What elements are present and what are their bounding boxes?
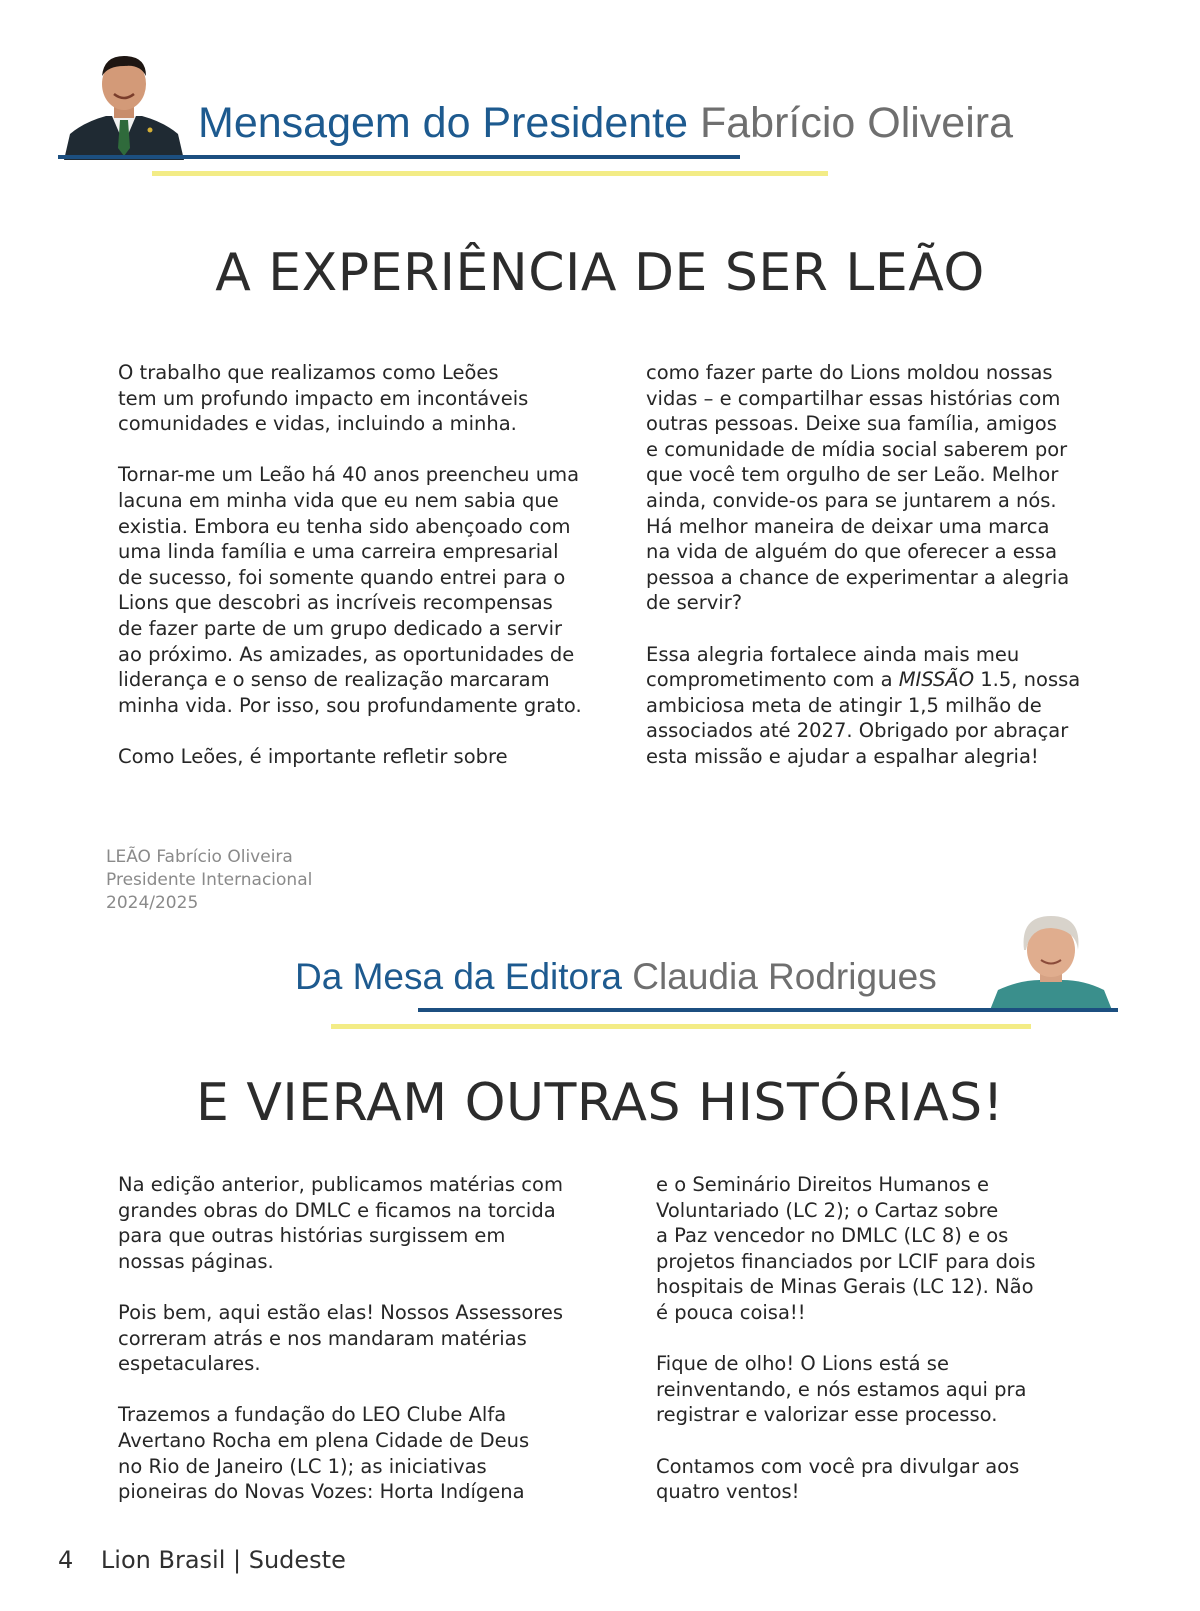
header-rule-blue bbox=[58, 155, 740, 159]
paragraph-text: Essa alegria fortalece ainda mais meu comprometimento com a bbox=[646, 642, 1020, 692]
article-title: A EXPERIÊNCIA DE SER LEÃO bbox=[215, 243, 985, 303]
president-header-title bbox=[198, 99, 1013, 148]
header-rule-yellow bbox=[331, 1024, 1031, 1029]
president-portrait bbox=[64, 48, 184, 160]
signature-name: LEÃO Fabrício Oliveira bbox=[106, 847, 293, 867]
article-column-left bbox=[118, 1172, 618, 1505]
header-person-name: Fabrício Oliveira bbox=[699, 99, 1013, 147]
editor-header-title bbox=[295, 956, 937, 998]
paragraph: Na edição anterior, publicamos matérias com grandes obras do DMLC e ficamos na torcida para que outras histórias surgissem em nossas páginas. bbox=[118, 1173, 563, 1273]
article-title: E VIERAM OUTRAS HISTÓRIAS! bbox=[195, 1073, 1005, 1133]
header-person-name: Claudia Rodrigues bbox=[632, 956, 937, 997]
signature-term: 2024/2025 bbox=[106, 893, 199, 913]
magazine-name: Lion Brasil | Sudeste bbox=[100, 1546, 346, 1574]
header-rule-yellow bbox=[152, 171, 828, 176]
header-main-label: Mensagem do Presidente bbox=[198, 99, 689, 147]
paragraph: Fique de olho! O Lions está se reinventando, e nós estamos aqui pra registrar e valorizar esse processo. bbox=[656, 1352, 1027, 1427]
paragraph bbox=[646, 642, 1156, 770]
header-rule-blue bbox=[418, 1008, 1118, 1012]
paragraph: como fazer parte do Lions moldou nossas vidas – e compartilhar essas histórias com outras pessoas. Deixe sua família, amigos e comunidade de mídia social saberem por que você tem orgulho de ser Leão. Melhor ainda, convide-os para se juntarem a nós. Há melhor maneira de deixar uma marca na vida de alguém do que oferecer a essa pessoa a chance de experimentar a alegria de servir? bbox=[646, 361, 1070, 615]
editor-portrait bbox=[990, 910, 1112, 1010]
article-column-right bbox=[656, 1172, 1156, 1505]
paragraph-text: 1.5, nossa ambiciosa meta de atingir 1,5 milhão de associados até 2027. Obrigado por abraçar esta missão e ajudar a espalhar alegria! bbox=[646, 668, 1081, 768]
signature-role: Presidente Internacional bbox=[106, 870, 313, 890]
header-main-label: Da Mesa da Editora bbox=[295, 956, 623, 997]
paragraph: e o Seminário Direitos Humanos e Voluntariado (LC 2); o Cartaz sobre a Paz vencedor no DMLC (LC 8) e os projetos financiados por LCIF para dois hospitais de Minas Gerais (LC 12). Não é pouca coisa!! bbox=[656, 1173, 1036, 1324]
page-footer bbox=[58, 1546, 346, 1574]
signature-block bbox=[106, 846, 312, 915]
paragraph: Contamos com você pra divulgar aos quatro ventos! bbox=[656, 1454, 1020, 1504]
article-column-left bbox=[118, 360, 618, 770]
paragraph: Trazemos a fundação do LEO Clube Alfa Avertano Rocha em plena Cidade de Deus no Rio de Janeiro (LC 1); as iniciativas pioneiras do Novas Vozes: Horta Indígena bbox=[118, 1403, 530, 1504]
paragraph: Pois bem, aqui estão elas! Nossos Assessores correram atrás e nos mandaram matérias espetaculares. bbox=[118, 1300, 564, 1376]
article-column-right bbox=[646, 360, 1156, 770]
mission-emphasis: MISSÃO bbox=[898, 668, 975, 692]
page-number: 4 bbox=[58, 1546, 74, 1574]
paragraph: Como Leões, é importante refletir sobre bbox=[118, 744, 508, 768]
paragraph: O trabalho que realizamos como Leões tem um profundo impacto em incontáveis comunidades e vidas, incluindo a minha. bbox=[118, 361, 529, 436]
paragraph: Tornar-me um Leão há 40 anos preencheu uma lacuna em minha vida que eu nem sabia que existia. Embora eu tenha sido abençoado com uma linda família e uma carreira empresarial de sucesso, foi somente quando entrei para o Lions que descobri as incríveis recompensas de fazer parte de um grupo dedicado a servir ao próximo. As amizades, as oportunidades de liderança e o senso de realização marcaram minha vida. Por isso, sou profundamente grato. bbox=[118, 463, 582, 717]
